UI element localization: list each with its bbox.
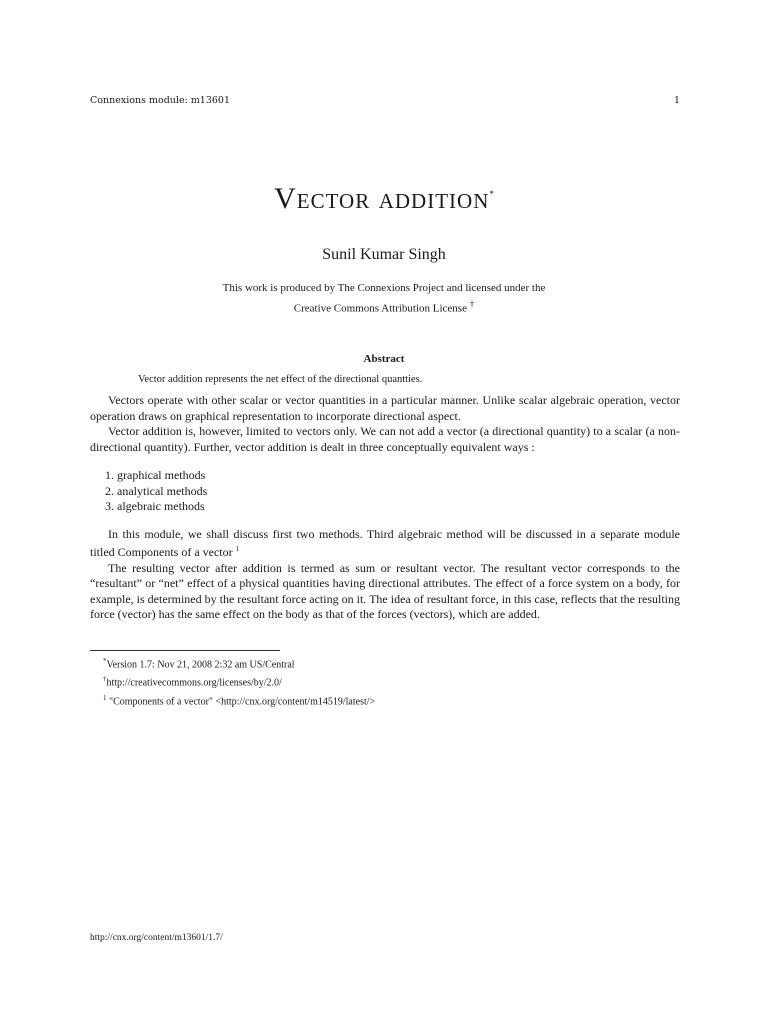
- footnote-divider: [90, 650, 280, 651]
- footnote-mark: *: [103, 657, 107, 665]
- paragraph-2: Vector addition is, however, limited to vectors only. We can not add a vector (a directional quantity) to a scalar (a non-directional quantity). Further, vector addition is dealt in three conceptually equivalent ways :: [90, 424, 680, 454]
- paragraph-1: Vectors operate with other scalar or vector quantities in a particular manner. Unlike scalar algebraic operation, vector operation draws on graphical representation to incorporate directional aspect.: [90, 393, 680, 423]
- methods-list: [90, 468, 680, 515]
- running-header: [90, 95, 680, 106]
- abstract-text: Vector addition represents the net effect of the directional quantties.: [138, 374, 423, 385]
- footnote-text: Version 1.7: Nov 21, 2008 2:32 am US/Central: [106, 659, 295, 671]
- body-text: [90, 393, 680, 623]
- paragraph-3-text: In this module, we shall discuss first two methods. Third algebraic method will be discussed in a separate module titled Components of a vector: [90, 526, 680, 559]
- license-line-1: This work is produced by The Connexions Project and licensed under the: [222, 282, 546, 294]
- list-item: [90, 499, 680, 515]
- list-item-text: algebraic methods: [117, 499, 205, 513]
- title-text: Vector addition: [274, 182, 490, 215]
- list-item-text: graphical methods: [117, 468, 206, 482]
- footnote-license-url: [90, 672, 680, 690]
- components-footnote-mark[interactable]: 1: [235, 545, 240, 553]
- author-name: Sunil Kumar Singh: [322, 246, 446, 263]
- list-item: [90, 468, 680, 484]
- footnote-components-link: [90, 691, 680, 709]
- footnote-link[interactable]: http://creativecommons.org/licenses/by/2.0/: [106, 677, 282, 689]
- list-item-text: analytical methods: [117, 483, 208, 498]
- footnote-mark: †: [103, 675, 107, 684]
- list-item: [90, 484, 680, 500]
- footer-url[interactable]: http://cnx.org/content/m13601/1.7/: [90, 933, 223, 943]
- module-id: Connexions module: m13601: [90, 95, 231, 106]
- document-title: [0, 182, 768, 216]
- abstract-heading: Abstract: [363, 353, 405, 365]
- footnote-version: [90, 654, 680, 672]
- list-item-number: 1.: [105, 468, 114, 482]
- footnotes: [90, 650, 680, 709]
- list-item-number: 3.: [105, 499, 114, 513]
- title-footnote-mark[interactable]: *: [489, 189, 494, 199]
- paragraph-3: [90, 527, 680, 561]
- license-name: Creative Commons Attribution License: [293, 302, 467, 315]
- page-number: 1: [673, 95, 680, 106]
- list-item-number: 2.: [105, 483, 114, 498]
- license-footnote-mark[interactable]: †: [469, 299, 475, 309]
- paragraph-4: The resulting vector after addition is termed as sum or resultant vector. The resultant vector corresponds to the “resultant” or “net” effect of a physical quantities having directional attributes. The effect of a force system on a body, for example, is determined by the resultant force acting on it. The idea of resultant force, in this case, reflects that the resulting force (vector) has the same effect on the body as that of the forces (vectors), which are added.: [90, 560, 680, 621]
- license-line-2: [0, 296, 768, 317]
- license-statement: [0, 280, 768, 317]
- footnote-link[interactable]: "Components of a vector" <http://cnx.org/content/m14519/latest/>: [109, 695, 376, 707]
- footnote-mark: 1: [103, 693, 107, 702]
